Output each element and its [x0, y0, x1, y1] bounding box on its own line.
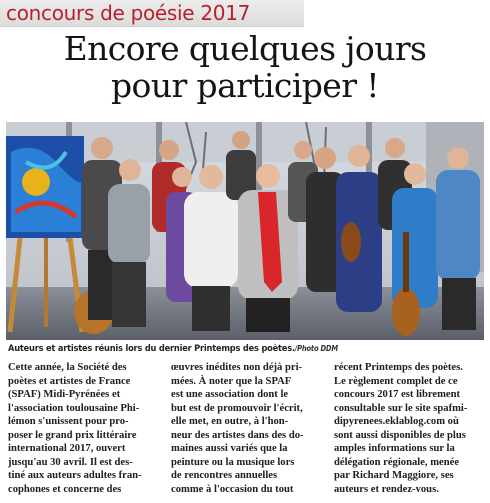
text-line: lémon s'unissent pour pro-	[8, 416, 129, 428]
section-rubric	[0, 0, 304, 27]
photo-caption	[8, 343, 486, 354]
rubric-title: concours de poésie 2017	[6, 1, 251, 25]
text-line: elle met, en outre, à l'hon-	[171, 416, 289, 428]
text-line: concours 2017 est librement	[334, 389, 461, 401]
text-line: dipyrenees.eklablog.com où	[334, 416, 459, 428]
text-line: Cette année, la Société des	[8, 362, 127, 373]
text-line: international 2017, ouvert	[8, 443, 126, 455]
text-line: Le règlement complet de ce	[334, 375, 458, 387]
text-line: tiné aux auteurs adultes fran-	[8, 470, 142, 482]
text-line: est une association dont le	[171, 389, 289, 401]
photo-credit: /Photo DDM	[294, 344, 338, 353]
text-line: maines aussi variés que la	[171, 443, 288, 455]
text-line: mées. À noter que la SPAF	[171, 375, 292, 387]
headline	[20, 30, 470, 104]
group-photo-illustration	[6, 122, 484, 340]
headline-line-2: pour participer !	[111, 66, 379, 105]
article-column-3	[334, 361, 486, 501]
text-line: de rencontres annuelles	[171, 470, 278, 482]
text-line: délégation régionale, menée	[334, 456, 460, 468]
text-line: par Richard Maggiore, ses	[334, 470, 454, 482]
text-line: jusqu'au 30 avril. Il est des-	[8, 456, 133, 468]
article-column-2	[171, 361, 323, 501]
headline-line-1: Encore quelques jours	[63, 29, 427, 68]
group-photo	[6, 122, 484, 340]
text-line: auteurs et rendez-vous.	[334, 483, 439, 495]
text-line: sont aussi disponibles de plus	[334, 429, 466, 441]
text-line: poser le grand prix littéraire	[8, 429, 137, 441]
text-line: comme à l'occasion du tout	[171, 483, 294, 495]
text-line: cophones et concerne des	[8, 483, 122, 495]
article-column-1	[8, 361, 160, 501]
article-body	[8, 361, 486, 501]
text-line: but est de promouvoir l'écrit,	[171, 402, 303, 414]
text-line: récent Printemps des poètes.	[334, 362, 463, 373]
text-line: consultable sur le site spafmi-	[334, 402, 468, 414]
text-line: l'association toulousaine Phi-	[8, 402, 140, 414]
text-line: œuvres inédites non déjà pri-	[171, 362, 303, 373]
text-line: neur des artistes dans des do-	[171, 429, 304, 441]
text-line: poètes et artistes de France	[8, 375, 131, 387]
text-line: amples informations sur la	[334, 443, 455, 455]
text-line: (SPAF) Midi-Pyrénées et	[8, 389, 121, 401]
caption-text: Auteurs et artistes réunis lors du dernier Printemps des poètes.	[8, 343, 295, 354]
text-line: peinture ou la musique lors	[171, 456, 295, 468]
